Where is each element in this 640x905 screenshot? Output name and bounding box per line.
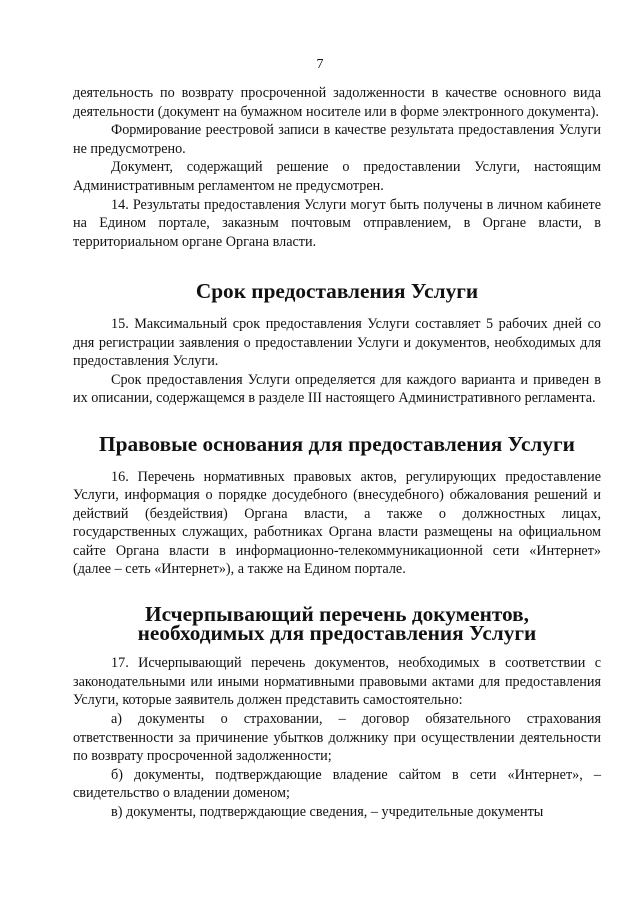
page-number: 7 bbox=[316, 57, 324, 72]
list-item-a-insurance: а) документы о страховании, – договор обязательного страхования ответственности за причинение убытков должнику при осуществлении деятельности по возврату просроченной задолженности; bbox=[73, 711, 601, 765]
paragraph-14-results: 14. Результаты предоставления Услуги могут быть получены в личном кабинете на Едином портале, заказным почтовым отправлением, в Органе власти, в территориальном органе Органа власти. bbox=[73, 196, 601, 250]
paragraph-continuation: деятельность по возврату просроченной задолженности в качестве основного вида деятельности (документ на бумажном носителе или в форме электронного документа). bbox=[73, 85, 601, 120]
paragraph-term-per-variant: Срок предоставления Услуги определяется для каждого варианта и приведен в их описании, содержащемся в разделе III настоящего Административного регламента. bbox=[73, 371, 601, 407]
paragraph-15-max-term: 15. Максимальный срок предоставления Услуги составляет 5 рабочих дней со дня регистрации заявления о предоставлении Услуги и документов, необходимых для предоставления Услуги. bbox=[73, 315, 601, 370]
list-item-c-constituent: в) документы, подтверждающие сведения, – учредительные документы bbox=[111, 804, 544, 820]
list-item-b-website: б) документы, подтверждающие владение сайтом в сети «Интернет», – свидетельство о владении доменом; bbox=[73, 766, 601, 802]
paragraph-registry-record: Формирование реестровой записи в качестве результата предоставления Услуги не предусмотрено. bbox=[73, 122, 601, 157]
paragraph-17-documents: 17. Исчерпывающий перечень документов, необходимых в соответствии с законодательными или иными нормативными правовыми актами для предоставления Услуги, которые заявитель должен представить самостоятельно: bbox=[73, 655, 601, 709]
heading-srok: Срок предоставления Услуги bbox=[195, 279, 479, 304]
paragraph-16-legal-acts: 16. Перечень нормативных правовых актов, регулирующих предоставление Услуги, информация о порядке досудебного (внесудебного) обжалования решений и действий (бездействия) Органа власти, а также о должностных лицах, государственных служащих, работниках Органа власти размещены на официальном сайте Органа власти в информационно-телекоммуникационной сети «Интернет» (далее – сеть «Интернет»), а также на Едином портале. bbox=[73, 468, 601, 578]
heading-documents-list: Исчерпывающий перечень документов, необходимых для предоставления Услуги bbox=[137, 602, 537, 645]
heading-legal-basis: Правовые основания для предоставления Услуги bbox=[99, 431, 575, 456]
document-body bbox=[73, 84, 601, 822]
paragraph-decision-document: Документ, содержащий решение о предоставлении Услуги, настоящим Административным регламентом не предусмотрен. bbox=[73, 159, 601, 194]
